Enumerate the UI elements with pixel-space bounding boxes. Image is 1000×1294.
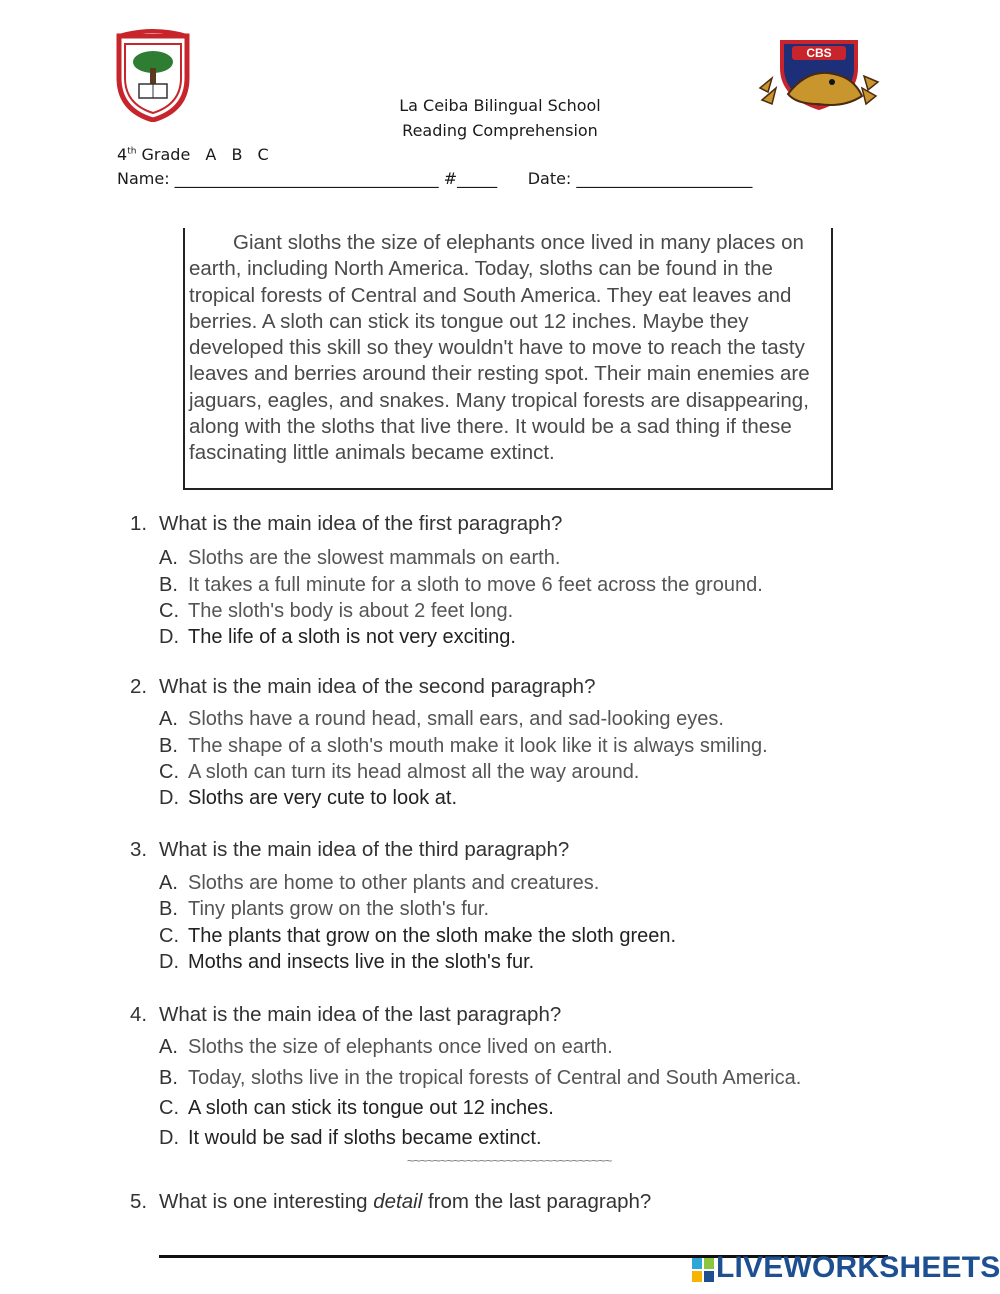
q1-option-d: D. The life of a sloth is not very exciting. [159, 626, 516, 648]
question-number: 2. [130, 675, 148, 698]
worksheet-subject: Reading Comprehension [402, 121, 598, 140]
grade-number: 4 [117, 145, 128, 164]
q4-option-c: C. A sloth can stick its tongue out 12 inches. [159, 1097, 554, 1119]
q3-option-d: D. Moths and insects live in the sloth's fur. [159, 951, 535, 973]
question-number: 3. [130, 838, 148, 861]
reading-passage-text: Giant sloths the size of elephants once lived in many places on earth, including North America. Today, sloths can be found in the tropical forests of Central and South America. They eat leaves and berries. A sloth can stick its tongue out 12 inches. Maybe they developed this skill so they wouldn't have to move to reach the tasty leaves and berries around their resting spot. Their main enemies are jaguars, eagles, and snakes. Many tropical forests are disappearing, along with the sloths that live there. It would be a sad thing if these fascinating little animals became extinct. [189, 231, 810, 465]
question-1 [130, 512, 562, 536]
q3-option-b: B. Tiny plants grow on the sloth's fur. [159, 898, 490, 920]
q2-option-c: C. A sloth can turn its head almost all the way around. [159, 761, 640, 783]
grade-suffix: th [127, 146, 137, 157]
question-3 [130, 838, 569, 862]
question-text: What is the main idea of the second paragraph? [159, 675, 596, 698]
question-number: 5. [130, 1190, 148, 1213]
q4-option-b: B. Today, sloths live in the tropical forests of Central and South America. [159, 1067, 802, 1089]
q3-option-a: A. Sloths are home to other plants and creatures. [159, 872, 600, 894]
q2-option-b: B. The shape of a sloth's mouth make it look like it is always smiling. [159, 735, 768, 757]
question-number: 1. [130, 512, 148, 535]
q1-option-a: A. Sloths are the slowest mammals on earth. [159, 547, 561, 569]
question-5 [130, 1190, 651, 1214]
question-number: 4. [130, 1003, 148, 1026]
liveworksheets-badge-icon [692, 1258, 714, 1282]
school-name: La Ceiba Bilingual School [399, 96, 601, 115]
question-4 [130, 1003, 561, 1027]
q1-option-c: C. The sloth's body is about 2 feet long. [159, 600, 514, 622]
q4-option-a: A. Sloths the size of elephants once lived on earth. [159, 1036, 613, 1058]
q2-option-d: D. Sloths are very cute to look at. [159, 787, 458, 809]
grade-label: Grade [141, 145, 191, 164]
question-text: What is the main idea of the third paragraph? [159, 838, 570, 861]
svg-text:CBS: CBS [806, 46, 832, 60]
reading-passage-box [183, 228, 833, 490]
question-2 [130, 675, 595, 699]
q4-option-d: D. It would be sad if sloths became extinct. [159, 1127, 542, 1149]
question-text: What is the main idea of the last paragraph? [159, 1003, 562, 1026]
section-b: B [231, 145, 243, 164]
section-c: C [257, 145, 269, 164]
q1-option-b: B. It takes a full minute for a sloth to move 6 feet across the ground. [159, 574, 763, 596]
grade-line [117, 145, 269, 164]
liveworksheets-watermark: LIVEWORKSHEETS [716, 1251, 1000, 1284]
question-text: What is the main idea of the first paragraph? [159, 512, 563, 535]
section-divider: ~~~~~~~~~~~~~~~~~~~~~~~~~~~~~~~ [406, 1153, 612, 1168]
q2-option-a: A. Sloths have a round head, small ears, and sad-looking eyes. [159, 708, 724, 730]
name-date-line: Name: _________________________________ #_____ Date: ______________________ [117, 169, 753, 188]
q3-option-c: C. The plants that grow on the sloth make the sloth green. [159, 925, 677, 947]
question-text: What is one interesting detail from the last paragraph? [159, 1190, 652, 1213]
section-a: A [205, 145, 217, 164]
